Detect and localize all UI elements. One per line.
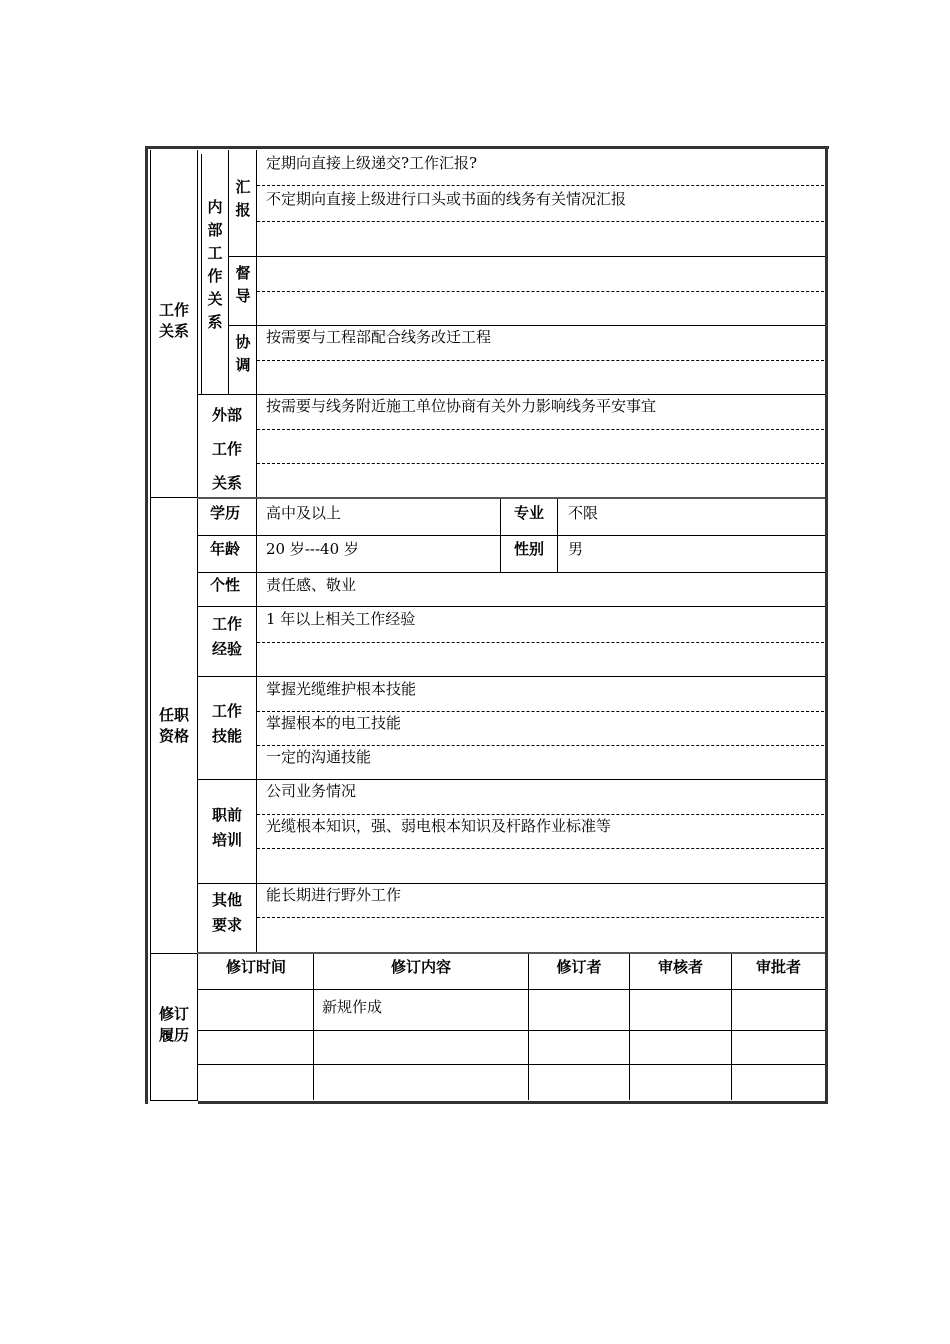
- other-requirements-label: 其他 要求: [211, 891, 242, 934]
- skills-line-2: 掌握根本的电工技能: [266, 714, 402, 732]
- age-label: 年龄: [209, 540, 240, 558]
- major-label: 专业: [513, 504, 544, 522]
- education-value: 高中及以上: [266, 504, 342, 522]
- gender-value: 男: [568, 540, 584, 558]
- section-label-work-relations: 工作关系: [158, 301, 189, 340]
- age-value: 20 岁---40 岁: [266, 540, 359, 558]
- personality-value: 责任感、敬业: [266, 576, 357, 594]
- personality-label: 个性: [209, 576, 240, 594]
- section-label-qualifications: 任职资格: [158, 706, 189, 745]
- report-label: 汇报: [235, 178, 251, 219]
- revision-header-reviewer: 审核者: [657, 958, 703, 976]
- revision-header-reviser: 修订者: [556, 958, 602, 976]
- education-label: 学历: [209, 504, 240, 522]
- experience-label: 工作 经验: [211, 615, 242, 658]
- training-line-1: 公司业务情况: [266, 782, 357, 800]
- report-line-1: 定期向直接上级递交?工作汇报?: [266, 154, 478, 172]
- major-value: 不限: [568, 504, 599, 522]
- gender-label: 性别: [513, 540, 544, 558]
- supervise-label: 督导: [235, 264, 251, 305]
- frame-right: [825, 146, 828, 1104]
- frame-bottom: [198, 1101, 828, 1104]
- frame-top: [146, 146, 829, 149]
- internal-relations-label: 内部工作关系: [207, 198, 223, 331]
- coordinate-label: 协调: [235, 333, 251, 374]
- skills-line-1: 掌握光缆维护根本技能: [266, 680, 417, 698]
- revision-header-date: 修订时间: [225, 958, 286, 976]
- report-line-2: 不定期向直接上级进行口头或书面的线务有关情况汇报: [266, 190, 627, 208]
- coordinate-line-1: 按需要与工程部配合线务改迁工程: [266, 328, 492, 346]
- training-line-2: 光缆根本知识，强、弱电根本知识及杆路作业标准等: [266, 817, 612, 835]
- skills-label: 工作 技能: [211, 702, 242, 745]
- training-label: 职前 培训: [211, 806, 242, 849]
- experience-line-1: 1 年以上相关工作经验: [266, 610, 416, 628]
- section-label-revision-history: 修订履历: [158, 1005, 189, 1044]
- skills-line-3: 一定的沟通技能: [266, 748, 372, 766]
- external-line-1: 按需要与线务附近施工单位协商有关外力影响线务平安事宜: [266, 397, 657, 415]
- revision-row-1-content: 新规作成: [322, 998, 383, 1016]
- other-line-1: 能长期进行野外工作: [266, 886, 402, 904]
- revision-header-approver: 审批者: [755, 958, 801, 976]
- frame-left: [145, 146, 148, 1104]
- revision-header-content: 修订内容: [390, 958, 451, 976]
- external-relations-label: 外部 工作 关系: [211, 406, 242, 492]
